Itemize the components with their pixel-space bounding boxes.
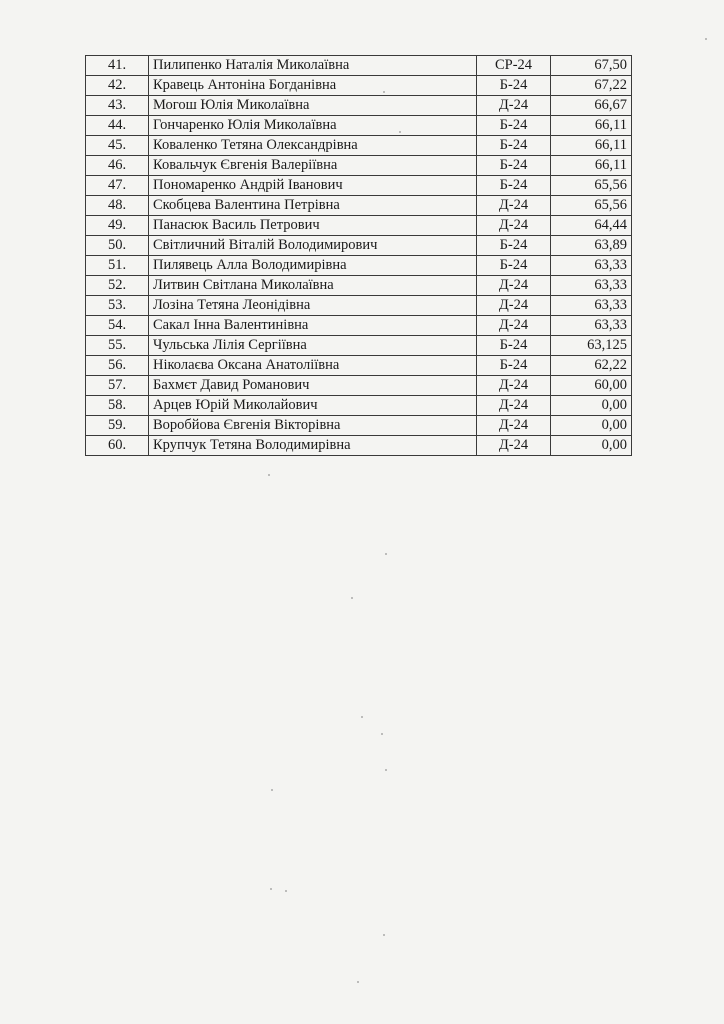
score-value: 66,11 (551, 116, 632, 136)
table-row (86, 136, 632, 156)
row-number: 41. (86, 56, 149, 76)
person-name: Гончаренко Юлія Миколаївна (149, 116, 477, 136)
score-value: 64,44 (551, 216, 632, 236)
group-code: Д-24 (477, 416, 551, 436)
score-value: 63,33 (551, 276, 632, 296)
person-name: Сакал Інна Валентинівна (149, 316, 477, 336)
table-row (86, 256, 632, 276)
ranking-table-body (86, 56, 632, 456)
person-name: Світличний Віталій Володимирович (149, 236, 477, 256)
score-value: 67,50 (551, 56, 632, 76)
row-number: 52. (86, 276, 149, 296)
row-number: 56. (86, 356, 149, 376)
scan-speck (383, 934, 385, 936)
ranking-table (85, 55, 632, 456)
row-number: 57. (86, 376, 149, 396)
scan-speck (270, 888, 272, 890)
row-number: 53. (86, 296, 149, 316)
row-number: 49. (86, 216, 149, 236)
person-name: Лозіна Тетяна Леонідівна (149, 296, 477, 316)
score-value: 65,56 (551, 176, 632, 196)
row-number: 59. (86, 416, 149, 436)
person-name: Чульська Лілія Сергіївна (149, 336, 477, 356)
person-name: Крупчук Тетяна Володимирівна (149, 436, 477, 456)
group-code: Б-24 (477, 76, 551, 96)
table-row (86, 376, 632, 396)
group-code: Д-24 (477, 396, 551, 416)
table-row (86, 436, 632, 456)
score-value: 66,11 (551, 136, 632, 156)
score-value: 67,22 (551, 76, 632, 96)
scan-speck (705, 38, 707, 40)
table-row (86, 116, 632, 136)
table-row (86, 196, 632, 216)
group-code: Б-24 (477, 136, 551, 156)
table-row (86, 176, 632, 196)
score-value: 63,89 (551, 236, 632, 256)
score-value: 63,33 (551, 296, 632, 316)
table-row (86, 56, 632, 76)
score-value: 63,125 (551, 336, 632, 356)
score-value: 63,33 (551, 316, 632, 336)
scan-speck (285, 890, 287, 892)
score-value: 62,22 (551, 356, 632, 376)
group-code: СР-24 (477, 56, 551, 76)
person-name: Бахмєт Давид Романович (149, 376, 477, 396)
scan-speck (268, 474, 270, 476)
table-row (86, 416, 632, 436)
row-number: 44. (86, 116, 149, 136)
group-code: Д-24 (477, 376, 551, 396)
scan-speck (383, 91, 385, 93)
person-name: Ніколаєва Оксана Анатоліївна (149, 356, 477, 376)
group-code: Д-24 (477, 436, 551, 456)
score-value: 0,00 (551, 436, 632, 456)
row-number: 43. (86, 96, 149, 116)
row-number: 55. (86, 336, 149, 356)
table-row (86, 216, 632, 236)
score-value: 66,11 (551, 156, 632, 176)
score-value: 0,00 (551, 396, 632, 416)
person-name: Ковальчук Євгенія Валеріївна (149, 156, 477, 176)
row-number: 47. (86, 176, 149, 196)
table-row (86, 316, 632, 336)
group-code: Д-24 (477, 96, 551, 116)
group-code: Б-24 (477, 236, 551, 256)
person-name: Литвин Світлана Миколаївна (149, 276, 477, 296)
scan-speck (357, 981, 359, 983)
group-code: Б-24 (477, 356, 551, 376)
table-row (86, 76, 632, 96)
score-value: 66,67 (551, 96, 632, 116)
row-number: 48. (86, 196, 149, 216)
group-code: Д-24 (477, 196, 551, 216)
person-name: Скобцева Валентина Петрівна (149, 196, 477, 216)
person-name: Кравець Антоніна Богданівна (149, 76, 477, 96)
table-row (86, 96, 632, 116)
scan-speck (351, 597, 353, 599)
scan-speck (399, 131, 401, 133)
group-code: Б-24 (477, 116, 551, 136)
person-name: Могош Юлія Миколаївна (149, 96, 477, 116)
score-value: 0,00 (551, 416, 632, 436)
group-code: Б-24 (477, 176, 551, 196)
person-name: Пилипенко Наталія Миколаївна (149, 56, 477, 76)
scan-speck (381, 733, 383, 735)
table-row (86, 296, 632, 316)
scan-speck (271, 789, 273, 791)
score-value: 65,56 (551, 196, 632, 216)
table-row (86, 236, 632, 256)
row-number: 58. (86, 396, 149, 416)
person-name: Арцев Юрій Миколайович (149, 396, 477, 416)
group-code: Д-24 (477, 276, 551, 296)
scan-speck (361, 716, 363, 718)
score-value: 60,00 (551, 376, 632, 396)
score-value: 63,33 (551, 256, 632, 276)
group-code: Б-24 (477, 156, 551, 176)
table-row (86, 356, 632, 376)
person-name: Пономаренко Андрій Іванович (149, 176, 477, 196)
table-row (86, 276, 632, 296)
row-number: 50. (86, 236, 149, 256)
group-code: Д-24 (477, 316, 551, 336)
person-name: Панасюк Василь Петрович (149, 216, 477, 236)
person-name: Коваленко Тетяна Олександрівна (149, 136, 477, 156)
scan-speck (385, 553, 387, 555)
group-code: Д-24 (477, 296, 551, 316)
row-number: 45. (86, 136, 149, 156)
table-row (86, 396, 632, 416)
group-code: Д-24 (477, 216, 551, 236)
row-number: 46. (86, 156, 149, 176)
row-number: 54. (86, 316, 149, 336)
row-number: 42. (86, 76, 149, 96)
scan-speck (385, 769, 387, 771)
row-number: 60. (86, 436, 149, 456)
person-name: Пилявець Алла Володимирівна (149, 256, 477, 276)
table-row (86, 156, 632, 176)
row-number: 51. (86, 256, 149, 276)
group-code: Б-24 (477, 336, 551, 356)
group-code: Б-24 (477, 256, 551, 276)
table-row (86, 336, 632, 356)
person-name: Воробйова Євгенія Вікторівна (149, 416, 477, 436)
